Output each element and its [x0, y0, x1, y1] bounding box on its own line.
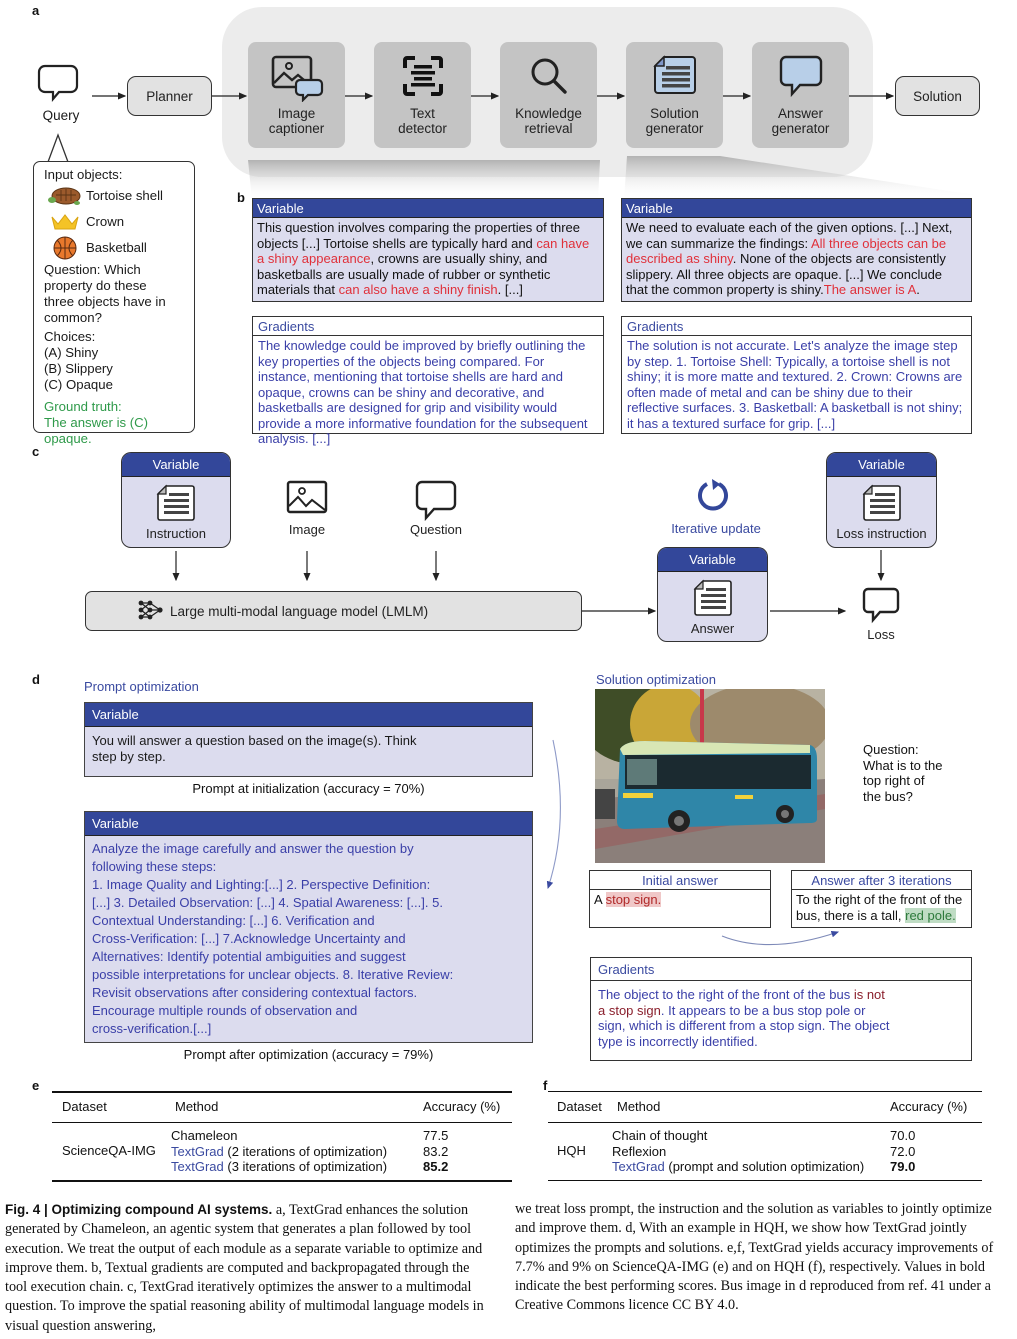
variable-header: Variable — [622, 199, 971, 218]
answer-label: Answer — [690, 621, 735, 636]
variable-header: Variable — [658, 548, 767, 572]
method-cell: Reflexion — [612, 1143, 667, 1159]
optimized-prompt-variable — [84, 811, 533, 1043]
initial-answer-box — [589, 870, 771, 928]
document-icon — [626, 54, 723, 102]
text-segment: . [...] — [497, 282, 523, 297]
loss-instruction-variable-node — [826, 452, 937, 548]
choice-b: (B) Slippery — [44, 361, 113, 376]
header-dataset: Dataset — [557, 1099, 602, 1114]
query-detail-box — [33, 161, 195, 446]
object-basketball: Basketball — [44, 235, 194, 261]
header-method: Method — [617, 1099, 661, 1114]
image-caption-icon — [248, 54, 345, 102]
tool-solution-generator — [626, 42, 723, 148]
header-dataset: Dataset — [62, 1099, 107, 1114]
magnifier-icon — [500, 54, 597, 102]
tool-label: Knowledge retrieval — [515, 106, 582, 136]
wrong-answer-highlight: stop sign. — [605, 892, 662, 907]
initial-prompt-variable — [84, 702, 533, 777]
accuracy-cell-best: 85.2 — [423, 1159, 449, 1174]
planner-node — [127, 76, 212, 116]
panel-letter-c: c — [32, 444, 40, 459]
tool-text-detector — [374, 42, 471, 148]
initial-prompt-text: You will answer a question based on the image(s). Think step by step. — [92, 733, 417, 764]
final-answer-box — [791, 870, 972, 928]
correct-answer-highlight: red pole. — [905, 908, 956, 923]
header-accuracy: Accuracy (%) — [423, 1099, 501, 1114]
solution-node — [895, 76, 980, 116]
highlighted-text: can also have a shiny finish — [338, 282, 498, 297]
gradients-header: Gradients — [253, 317, 603, 336]
gradients-header: Gradients — [591, 958, 971, 981]
document-icon — [658, 579, 767, 617]
query-label: Query — [42, 108, 80, 123]
tortoise-icon — [44, 186, 86, 206]
ground-truth-answer: The answer is (C) opaque. — [44, 415, 149, 446]
loss-instruction-label: Loss instruction — [836, 526, 927, 541]
answer-gradients-card — [590, 957, 972, 1061]
method-cell: Chameleon — [171, 1128, 238, 1143]
lmlm-node — [85, 591, 582, 631]
textgrad-label: TextGrad — [171, 1143, 224, 1159]
variable-header: Variable — [253, 199, 603, 218]
query-box-pointer — [48, 135, 68, 162]
text-scan-icon — [374, 54, 471, 102]
text-segment: . It appears to be a bus stop pole or sign, which is different from a stop sign. The object type is incorrectly identified. — [598, 1002, 890, 1049]
crown-icon — [44, 212, 86, 232]
text-segment: . None of the objects are consistently slippery. All three objects are opaque. [...] We conclude that the common property is shiny. — [626, 251, 946, 297]
text-segment: We need to evaluate each of the given options. [...] Next, we can summarize the findings: — [626, 220, 953, 251]
method-cell: TextGrad (prompt and solution optimization) — [612, 1159, 865, 1174]
optimized-prompt-text: Analyze the image carefully and answer the question by following these steps: 1. Image Quality and Lighting:[...] 2. Perspective Definition: [...] 3. Detailed Observation: [...] 4. Spatial Awareness: [...]. 5. Contextual Understanding: [...] 6. Verification and Cross-Verification: [...] 7.Acknowledge Uncertainty and Alternatives: Identify potential ambiguities and suggest possible interpretations for unclear objects. 8. Iterative Review: Revisit observations after considering contextual factors. Encourage multiple rounds of observation and cross-verification.[...] — [92, 841, 454, 1036]
highlighted-text: All three objects can be described as shiny — [626, 235, 947, 266]
object-tortoise: Tortoise shell — [44, 183, 194, 209]
tool-knowledge-retrieval — [500, 42, 597, 148]
instruction-variable-node — [121, 452, 231, 548]
input-objects-heading: Input objects: — [44, 167, 123, 182]
document-icon — [827, 484, 936, 522]
solution-variable-card — [621, 198, 972, 302]
initial-answer-text: A stop sign. — [594, 892, 662, 907]
final-answer-text: To the right of the front of the bus, there is a tall, red pole. — [796, 892, 963, 923]
method-cell: TextGrad (3 iterations of optimization) — [171, 1159, 388, 1174]
solution-variable-text — [622, 218, 971, 298]
knowledge-variable-card — [252, 198, 604, 302]
choice-a: (A) Shiny — [44, 345, 99, 360]
header-method: Method — [175, 1099, 219, 1114]
iterative-update-icon — [695, 478, 731, 514]
dataset-cell: ScienceQA-IMG — [62, 1143, 156, 1158]
panel-letter-a: a — [32, 3, 40, 18]
gradients-header: Gradients — [622, 317, 971, 336]
text-segment: , crowns are usually shiny, and basketballs are usually made of rubber or synthetic materials that — [257, 251, 551, 297]
tool-answer-generator — [752, 42, 849, 148]
accuracy-cell: 72.0 — [890, 1143, 916, 1159]
solution-optimization-title: Solution optimization — [596, 672, 716, 687]
tool-label: Solution generator — [645, 106, 704, 136]
initial-prompt-caption: Prompt at initialization (accuracy = 70%) — [192, 781, 425, 796]
loss-label: Loss — [867, 627, 895, 642]
image-label: Image — [288, 522, 326, 537]
tool-label: Text detector — [398, 106, 447, 136]
variable-header: Variable — [122, 453, 230, 477]
variable-header: Variable — [85, 703, 532, 727]
panel-letter-d: d — [32, 672, 40, 687]
text-segment: . — [916, 282, 920, 297]
panel-letter-e: e — [32, 1078, 40, 1093]
tool-label: Image captioner — [268, 106, 325, 136]
prompt-optimization-title: Prompt optimization — [84, 679, 199, 694]
dataset-cell: HQH — [557, 1143, 586, 1158]
speech-bubble-icon — [752, 54, 849, 102]
initial-answer-header: Initial answer — [590, 871, 770, 890]
solution-label: Solution — [913, 88, 962, 104]
lmlm-label: Large multi-modal language model (LMLM) — [170, 603, 429, 619]
knowledge-gradients-text: The knowledge could be improved by briefly outlining the key properties of the objects being compared. For instance, mentioning that tortoise shells are hard and opaque, crowns can be shiny and decorative, and basketballs are designed for grip and visibility would provide a more informative foundation for the subsequent analysis. [...] — [258, 338, 588, 446]
variable-header: Variable — [85, 812, 532, 836]
bus-question: Question: What is to the top right of the bus? — [863, 742, 943, 804]
ground-truth-heading: Ground truth: — [44, 399, 122, 414]
highlighted-text: The answer is A — [823, 282, 917, 297]
table-f — [548, 1091, 982, 1182]
figure-caption-left: Fig. 4 | Optimizing compound AI systems. a, TextGrad enhances the solution generated by Chameleon, an agentic system that generates a plan followed by tool execution. We treat the output of each module as a separate variable to optimize and improve them. b, Textual gradients are computed and backpropagated through the tool execution chain. c, TextGrad iteratively optimizes the answer to a multimodal question. To improve the spatial reasoning ability of multimodal language models in visual question answering, — [5, 1202, 484, 1334]
accuracy-cell: 70.0 — [890, 1128, 916, 1143]
neural-network-icon — [138, 599, 164, 624]
object-crown: Crown — [44, 209, 194, 235]
figure-caption-right: we treat loss prompt, the instruction and the solution as variables to jointly optimize and improve them. d, With an example in HQH, we show how TextGrad jointly optimizes the prompts and solutions. e,f, TextGrad yields accuracy improvements of 7.7% and 9% on ScienceQA-IMG (e) and on HQH (f), respectively. Values in bold indicate the best performing scores. Bus image in d reproduced from ref. 41 under a Creative Commons licence CC BY 4.0. — [515, 1201, 994, 1314]
basketball-icon — [44, 236, 86, 260]
choices-heading: Choices: — [44, 329, 96, 344]
panel-letter-f: f — [543, 1078, 548, 1093]
method-cell: Chain of thought — [612, 1128, 708, 1143]
accuracy-cell: 77.5 — [423, 1128, 449, 1143]
question-bubble-icon — [401, 480, 471, 522]
document-icon — [122, 484, 230, 522]
table-e — [52, 1091, 512, 1182]
final-answer-header: Answer after 3 iterations — [792, 871, 971, 890]
question-label: Question — [409, 522, 463, 537]
planner-label: Planner — [146, 88, 193, 104]
textgrad-label: TextGrad — [171, 1159, 224, 1174]
accuracy-cell-best: 79.0 — [890, 1159, 916, 1174]
loss-bubble-icon — [856, 587, 906, 625]
knowledge-variable-text — [253, 218, 603, 298]
question-input-node — [401, 480, 471, 537]
answer-update-arrow — [722, 932, 838, 945]
figure-title: Fig. 4 | Optimizing compound AI systems. — [5, 1202, 273, 1217]
question-text: Question: Which property do these three objects have in common? — [44, 262, 166, 325]
solution-gradients-text: The solution is not accurate. Let's analyze the image step by step. 1. Tortoise Shell: Typically, a tortoise shell is not shiny; it is more matte and textured. 2. Crown: Crowns are often made of metal and can be shiny due to their reflective surfaces. 3. Basketball: A basketball is not shiny; it has a textured surface for grip. [...] — [627, 338, 963, 431]
solution-gradients-card — [621, 316, 972, 434]
highlighted-text: is not a stop sign — [598, 987, 885, 1018]
iterative-update-label: Iterative update — [671, 521, 761, 536]
panel-letter-b: b — [237, 190, 245, 205]
tool-image-captioner — [248, 42, 345, 148]
header-accuracy: Accuracy (%) — [890, 1099, 968, 1114]
text-segment: The object to the right of the front of the bus — [598, 987, 854, 1002]
tool-label: Answer generator — [771, 106, 830, 136]
textgrad-label: TextGrad — [612, 1159, 665, 1174]
method-cell: TextGrad (2 iterations of optimization) — [171, 1143, 388, 1159]
highlighted-text: can have a shiny appearance — [257, 235, 590, 266]
loss-node — [856, 587, 906, 642]
choice-c: (C) Opaque — [44, 377, 113, 392]
knowledge-gradients-card — [252, 316, 604, 446]
accuracy-cell: 83.2 — [423, 1143, 449, 1159]
optimized-prompt-caption: Prompt after optimization (accuracy = 79%) — [183, 1047, 434, 1062]
bus-photo — [595, 689, 825, 863]
image-icon — [277, 480, 337, 514]
answer-gradients-text — [591, 981, 901, 1049]
query-bubble-icon — [37, 64, 81, 104]
instruction-label: Instruction — [146, 526, 206, 541]
image-input-node — [277, 480, 337, 537]
variable-header: Variable — [827, 453, 936, 477]
answer-variable-node — [657, 547, 768, 642]
text-segment: This question involves comparing the properties of three objects [...] Tortoise shells are typically hard and — [257, 220, 581, 251]
